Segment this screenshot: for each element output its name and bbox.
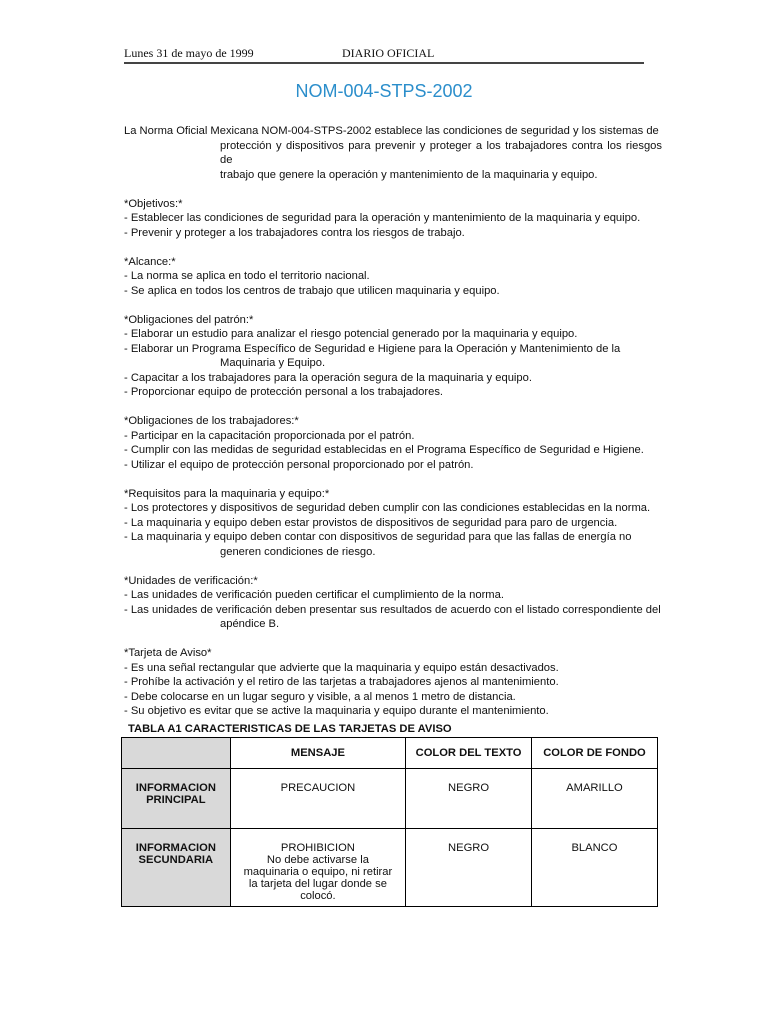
section-requisitos	[124, 487, 662, 560]
mensaje-text: PROHIBICION	[280, 842, 355, 854]
list-item: - Prohíbe la activación y el retiro de las tarjetas a trabajadores ajenos al mantenimiento.	[124, 676, 559, 688]
color-fondo-cell: BLANCO	[531, 829, 657, 907]
intro-line: trabajo que genere la operación y mantenimiento de la maquinaria y equipo.	[220, 168, 598, 181]
document-body	[124, 124, 662, 719]
table-header-cell: COLOR DEL TEXTO	[406, 738, 532, 769]
section-tarjeta	[124, 646, 662, 719]
warning-cards-table	[121, 737, 658, 907]
row-label-line: INFORMACION	[135, 782, 216, 794]
list-item-continuation: Maquinaria y Equipo.	[220, 357, 326, 369]
row-label-cell	[122, 769, 231, 829]
table-header-cell: COLOR DE FONDO	[531, 738, 657, 769]
section-obligaciones-patron	[124, 313, 662, 400]
section-heading: *Obligaciones de los trabajadores:*	[124, 415, 299, 427]
mensaje-detail: No debe activarse la maquinaria o equipo, ni retirar la tarjeta del lugar donde se colocó.	[243, 854, 393, 902]
section-alcance	[124, 255, 662, 299]
list-item-continuation: apéndice B.	[220, 618, 280, 630]
list-item: - Proporcionar equipo de protección personal a los trabajadores.	[124, 386, 444, 398]
section-heading: *Requisitos para la maquinaria y equipo:*	[124, 487, 330, 500]
color-fondo-cell: AMARILLO	[531, 769, 657, 829]
section-heading: *Unidades de verificación:*	[124, 574, 258, 587]
section-heading: *Tarjeta de Aviso*	[124, 647, 212, 659]
list-item: - La maquinaria y equipo deben estar provistos de dispositivos de seguridad para paro de urgencia.	[124, 516, 618, 529]
document-title: NOM-004-STPS-2002	[295, 81, 473, 101]
color-texto-cell: NEGRO	[406, 829, 532, 907]
mensaje-text: PRECAUCION	[280, 782, 356, 794]
list-item: - Elaborar un Programa Específico de Seguridad e Higiene para la Operación y Mantenimiento de la	[124, 342, 621, 355]
list-item: - Los protectores y dispositivos de seguridad deben cumplir con las condiciones establecidas en la norma.	[124, 502, 651, 514]
color-texto-cell: NEGRO	[406, 769, 532, 829]
row-label-line: SECUNDARIA	[138, 854, 214, 866]
list-item-continuation: generen condiciones de riesgo.	[220, 545, 376, 558]
list-item: - La norma se aplica en todo el territorio nacional.	[124, 270, 370, 282]
header-publication: DIARIO OFICIAL	[342, 46, 435, 60]
intro-line: La Norma Oficial Mexicana NOM-004-STPS-2002 establece las condiciones de seguridad y los sistemas de	[124, 125, 659, 137]
list-item: - Cumplir con las medidas de seguridad establecidas en el Programa Específico de Seguridad e Higiene.	[124, 444, 644, 456]
list-item: - Utilizar el equipo de protección personal proporcionado por el patrón.	[124, 458, 474, 471]
row-label-line: PRINCIPAL	[146, 794, 206, 806]
list-item: - Elaborar un estudio para analizar el riesgo potencial generado por la maquinaria y equipo.	[124, 328, 578, 340]
row-label-line: INFORMACION	[135, 842, 216, 854]
mensaje-cell	[230, 769, 406, 829]
list-item: - Establecer las condiciones de seguridad para la operación y mantenimiento de la maquinaria y equipo.	[124, 212, 641, 224]
section-objetivos	[124, 197, 662, 241]
table-title: TABLA A1 CARACTERISTICAS DE LAS TARJETAS DE AVISO	[128, 723, 452, 735]
list-item: - La maquinaria y equipo deben contar con dispositivos de seguridad para que las fallas de energía no	[124, 531, 632, 543]
list-item: - Su objetivo es evitar que se active la maquinaria y equipo durante el mantenimiento.	[124, 705, 549, 717]
list-item: - Prevenir y proteger a los trabajadores contra los riesgos de trabajo.	[124, 226, 465, 239]
list-item: - Las unidades de verificación pueden certificar el cumplimiento de la norma.	[124, 589, 504, 601]
section-heading: *Alcance:*	[124, 255, 176, 268]
section-obligaciones-trabajadores	[124, 414, 662, 472]
intro-paragraph	[124, 124, 662, 182]
mensaje-cell	[230, 829, 406, 907]
list-item: - Participar en la capacitación proporcionada por el patrón.	[124, 429, 415, 442]
table-header-cell	[122, 738, 231, 769]
table-header-row	[122, 738, 658, 769]
list-item: - Las unidades de verificación deben presentar sus resultados de acuerdo con el listado correspondiente del	[124, 603, 661, 616]
table-header-cell: MENSAJE	[230, 738, 406, 769]
table-row	[122, 769, 658, 829]
section-heading: *Obligaciones del patrón:*	[124, 313, 254, 326]
row-label-cell	[122, 829, 231, 907]
table-row	[122, 829, 658, 907]
section-heading: *Objetivos:*	[124, 197, 183, 210]
header-date: Lunes 31 de mayo de 1999	[124, 46, 254, 60]
list-item: - Capacitar a los trabajadores para la operación segura de la maquinaria y equipo.	[124, 371, 532, 384]
list-item: - Es una señal rectangular que advierte que la maquinaria y equipo están desactivados.	[124, 661, 559, 674]
header-divider	[124, 62, 644, 64]
section-unidades	[124, 574, 662, 632]
intro-line: protección y dispositivos para prevenir y proteger a los trabajadores contra los riesgos de	[220, 139, 662, 166]
list-item: - Se aplica en todos los centros de trabajo que utilicen maquinaria y equipo.	[124, 284, 500, 297]
list-item: - Debe colocarse en un lugar seguro y visible, a al menos 1 metro de distancia.	[124, 690, 516, 703]
